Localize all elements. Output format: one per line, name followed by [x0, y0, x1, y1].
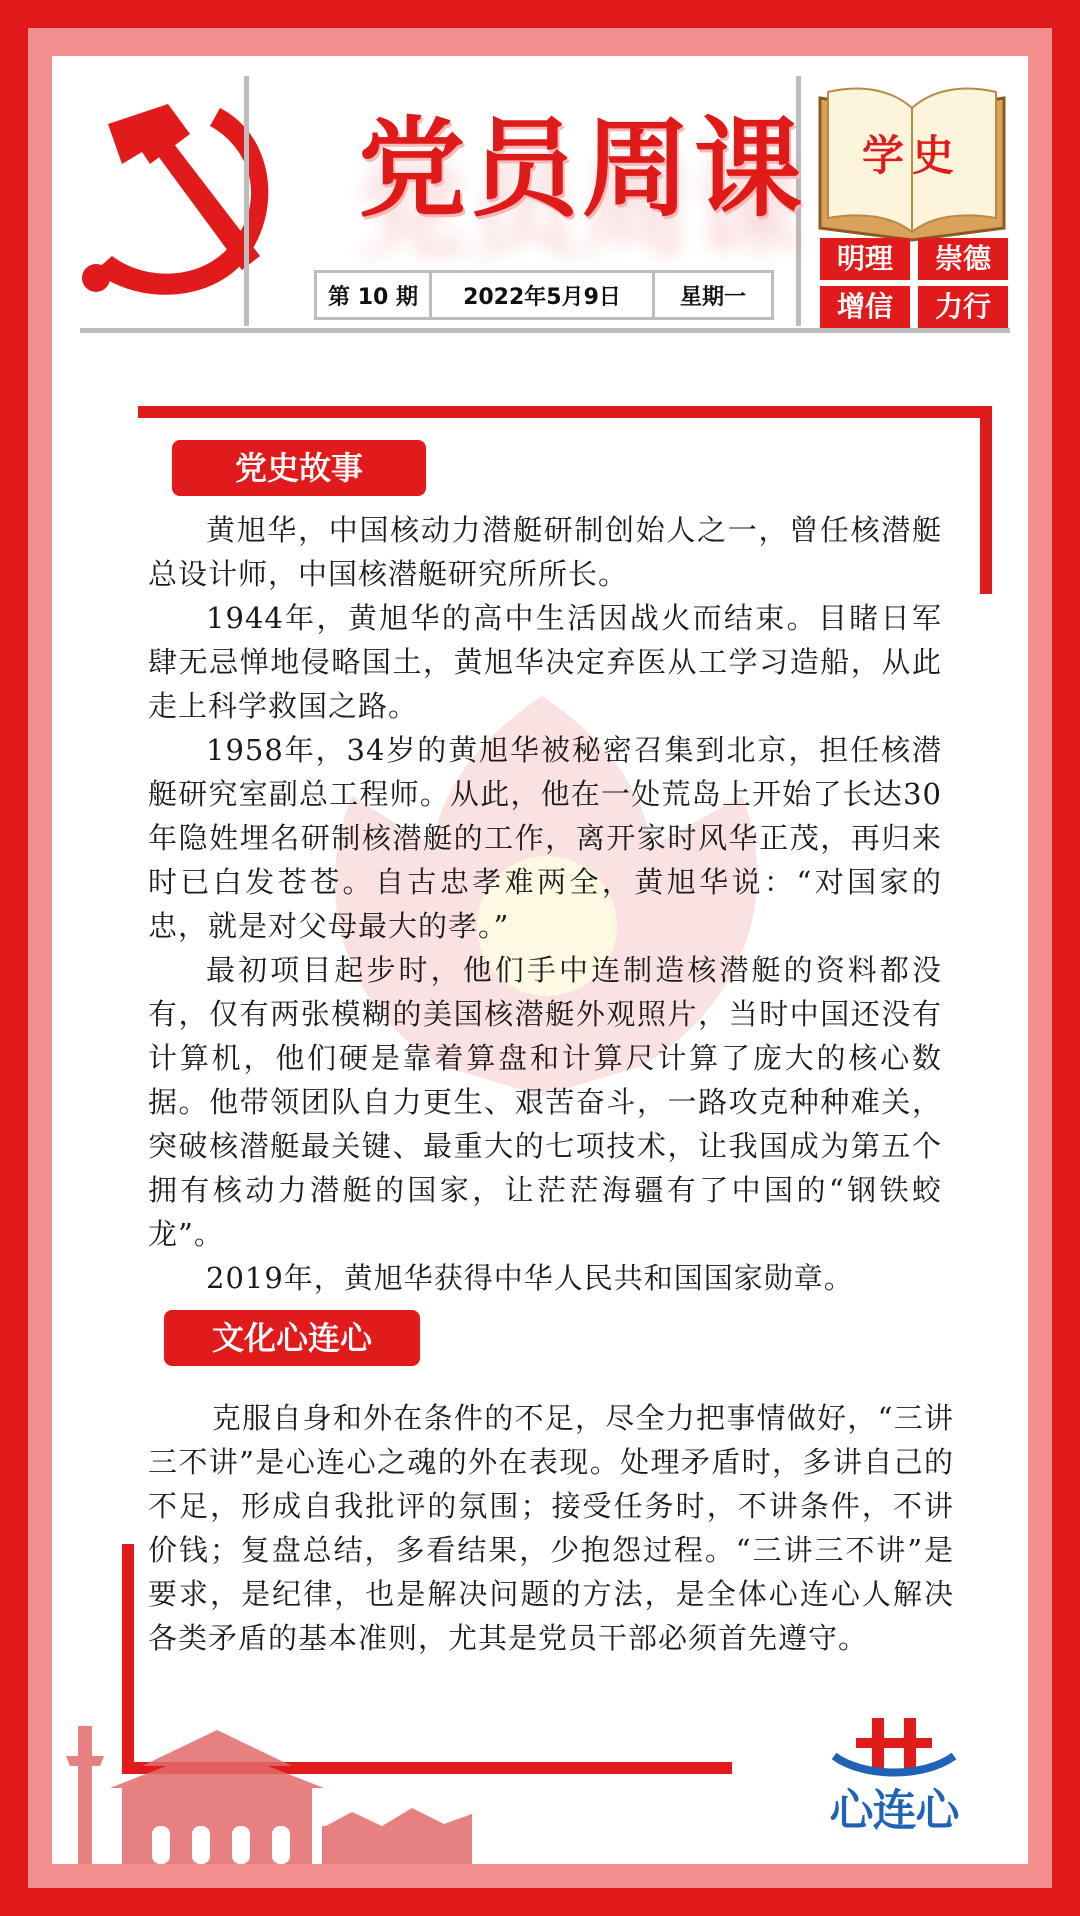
motto-3: 增信: [820, 286, 910, 328]
culture-paragraph: 克服自身和外在条件的不足，尽全力把事情做好，“三讲三不讲”是心连心之魂的外在表现。处理矛盾时，多讲自己的不足，形成自我批评的氛围；接受任务时，不讲条件，不讲价钱；复盘总结，多看结果，少抱怨过程。“三讲三不讲”是要求，是纪律，也是解决问题的方法，是全体心连心人解决各类矛盾的基本准则，尤其是党员干部必须首先遵守。: [148, 1401, 954, 1655]
story-paragraph: 最初项目起步时，他们手中连制造核潜艇的资料都没有，仅有两张模糊的美国核潜艇外观照片，当时中国还没有计算机，他们硬是靠着算盘和计算尺计算了庞大的核心数据。他带领团队自力更生、艰苦奋斗，一路攻克种种难关，突破核潜艇最关键、最重大的七项技术，让我国成为第五个拥有核动力潜艇的国家，让茫茫海疆有了中国的“钢铁蛟龙”。: [148, 953, 942, 1251]
motto-1: 明理: [820, 238, 910, 280]
issue-weekday: 星期一: [679, 284, 746, 310]
story-text: [148, 508, 942, 1300]
issue-number: 第 10 期: [317, 273, 432, 317]
landmarks-illustration-icon: [52, 1716, 472, 1864]
frame-decoration-top: [138, 406, 992, 418]
issue-date: 2022年5月9日: [432, 273, 655, 317]
section-label-story: 党史故事: [172, 440, 426, 496]
story-paragraph: 2019年，黄旭华获得中华人民共和国国家勋章。: [206, 1261, 854, 1295]
frame-decoration-right: [980, 406, 992, 594]
header-bottom-rule: [80, 328, 1010, 333]
party-emblem-icon: [70, 86, 290, 306]
culture-text: [148, 1396, 954, 1660]
book-label: 学史: [861, 131, 963, 180]
company-logo-text: 心连心: [829, 1785, 959, 1836]
section-label-culture: 文化心连心: [164, 1310, 420, 1366]
motto-2: 崇德: [918, 238, 1008, 280]
story-paragraph: 1944年，黄旭华的高中生活因战火而结束。目睹日军肆无忌惮地侵略国土，黄旭华决定弃医从工学习造船，从此走上科学救国之路。: [148, 601, 942, 723]
story-paragraph: 黄旭华，中国核动力潜艇研制创始人之一，曾任核潜艇总设计师，中国核潜艇研究所所长。: [148, 513, 942, 591]
header-divider-left: [244, 76, 249, 326]
motto-4: 力行: [918, 286, 1008, 328]
open-book-icon: [812, 78, 1012, 248]
issue-info-box: [314, 270, 774, 320]
poster-paper: [52, 56, 1028, 1864]
story-paragraph: 1958年，34岁的黄旭华被秘密召集到北京，担任核潜艇研究室副总工程师。从此，他在一处荒岛上开始了长达30年隐姓埋名研制核潜艇的工作，离开家时风华正茂，再归来时已白发苍苍。自古忠孝难两全，黄旭华说：“对国家的忠，就是对父母最大的孝。”: [148, 733, 942, 943]
page-title: 党员周课: [357, 107, 806, 232]
